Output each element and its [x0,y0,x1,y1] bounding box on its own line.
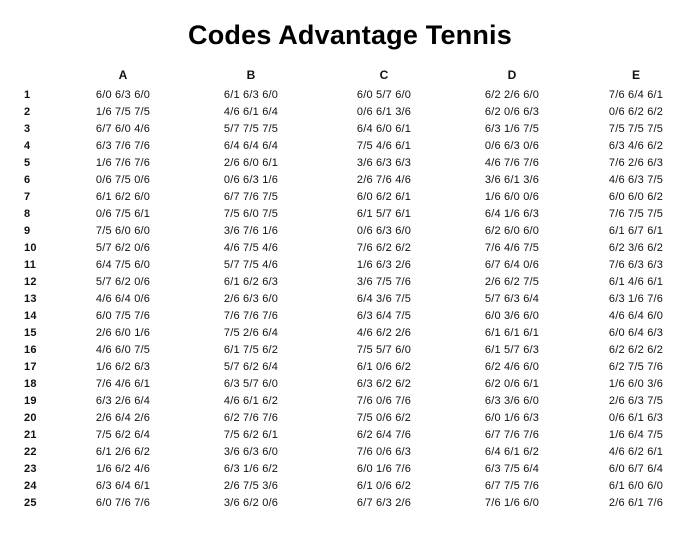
code-cell-c: 3/6 6/3 6/3 [356,156,412,169]
code-cell-e: 6/1 6/0 6/0 [608,479,664,492]
code-cell-c: 6/3 6/2 6/2 [356,377,412,390]
table-row [16,494,696,511]
code-cell-d: 6/3 7/5 6/4 [484,462,540,475]
code-cell-a: 6/3 2/6 6/4 [95,394,151,407]
code-cell-c: 2/6 7/6 4/6 [356,173,412,186]
code-cell-a: 6/3 6/4 6/1 [95,479,151,492]
table-row [16,222,696,239]
code-cell-e: 4/6 6/3 7/5 [608,173,664,186]
code-cell-b: 4/6 6/1 6/2 [223,394,279,407]
code-cell-e: 2/6 6/1 7/6 [608,496,664,509]
code-cell-e: 4/6 6/2 6/1 [608,445,664,458]
table-body [16,86,696,511]
table-row [16,103,696,120]
code-cell-a: 4/6 6/0 7/5 [95,343,151,356]
code-cell-c: 0/6 6/1 3/6 [356,105,412,118]
row-number: 11 [24,258,37,271]
row-number: 1 [24,88,31,101]
code-cell-e: 6/2 6/2 6/2 [608,343,664,356]
row-number: 15 [24,326,37,339]
code-cell-d: 6/3 1/6 7/5 [484,122,540,135]
code-cell-a: 6/0 6/3 6/0 [95,88,151,101]
code-cell-e: 7/6 2/6 6/3 [608,156,664,169]
code-cell-b: 6/3 1/6 6/2 [223,462,279,475]
table-row [16,137,696,154]
row-number: 14 [24,309,37,322]
code-cell-e: 1/6 6/0 3/6 [608,377,664,390]
table-row [16,154,696,171]
column-header-b: B [246,68,256,82]
code-cell-b: 7/5 2/6 6/4 [223,326,279,339]
code-cell-b: 2/6 7/5 3/6 [223,479,279,492]
table-row [16,86,696,103]
table-row [16,426,696,443]
table-row [16,324,696,341]
column-header-d: D [507,68,517,82]
code-cell-e: 7/5 7/5 7/5 [608,122,664,135]
code-cell-d: 6/1 5/7 6/3 [484,343,540,356]
table-row [16,358,696,375]
code-cell-c: 6/1 5/7 6/1 [356,207,412,220]
code-cell-a: 0/6 7/5 0/6 [95,173,151,186]
code-cell-a: 6/1 2/6 6/2 [95,445,151,458]
table-row [16,460,696,477]
table-row [16,392,696,409]
code-cell-b: 0/6 6/3 1/6 [223,173,279,186]
code-cell-c: 6/7 6/3 2/6 [356,496,412,509]
code-cell-e: 6/0 6/4 6/3 [608,326,664,339]
code-cell-e: 0/6 6/2 6/2 [608,105,664,118]
code-cell-a: 1/6 7/5 7/5 [95,105,151,118]
code-cell-b: 2/6 6/3 6/0 [223,292,279,305]
code-cell-e: 7/6 6/4 6/1 [608,88,664,101]
code-cell-d: 6/0 1/6 6/3 [484,411,540,424]
code-cell-b: 6/2 7/6 7/6 [223,411,279,424]
codes-table [16,64,696,511]
code-cell-a: 6/1 6/2 6/0 [95,190,151,203]
code-cell-c: 6/3 6/4 7/5 [356,309,412,322]
row-number: 4 [24,139,31,152]
row-number: 18 [24,377,37,390]
row-number: 22 [24,445,37,458]
code-cell-a: 6/0 7/5 7/6 [95,309,151,322]
row-number: 24 [24,479,37,492]
table-row [16,307,696,324]
code-cell-b: 5/7 7/5 4/6 [223,258,279,271]
code-cell-a: 5/7 6/2 0/6 [95,241,151,254]
row-number: 7 [24,190,31,203]
code-cell-d: 6/2 6/0 6/0 [484,224,540,237]
code-cell-d: 3/6 6/1 3/6 [484,173,540,186]
code-cell-b: 7/5 6/0 7/5 [223,207,279,220]
table-row [16,205,696,222]
code-cell-e: 6/3 4/6 6/2 [608,139,664,152]
table-row [16,375,696,392]
code-cell-e: 6/2 7/5 7/6 [608,360,664,373]
code-cell-d: 6/2 2/6 6/0 [484,88,540,101]
table-row [16,273,696,290]
code-cell-d: 6/2 0/6 6/1 [484,377,540,390]
code-cell-e: 0/6 6/1 6/3 [608,411,664,424]
row-number: 6 [24,173,31,186]
code-cell-d: 6/2 0/6 6/3 [484,105,540,118]
code-cell-a: 7/5 6/0 6/0 [95,224,151,237]
row-number: 23 [24,462,37,475]
table-row [16,120,696,137]
code-cell-a: 7/5 6/2 6/4 [95,428,151,441]
code-cell-d: 6/7 6/4 0/6 [484,258,540,271]
code-cell-c: 7/6 0/6 6/3 [356,445,412,458]
code-cell-a: 4/6 6/4 0/6 [95,292,151,305]
table-row [16,239,696,256]
code-cell-c: 6/1 0/6 6/2 [356,479,412,492]
code-cell-d: 1/6 6/0 0/6 [484,190,540,203]
code-cell-e: 6/0 6/0 6/2 [608,190,664,203]
table-row [16,477,696,494]
code-cell-d: 6/7 7/6 7/6 [484,428,540,441]
code-cell-a: 6/4 7/5 6/0 [95,258,151,271]
table-row [16,256,696,273]
code-cell-d: 6/7 7/5 7/6 [484,479,540,492]
code-cell-a: 6/3 7/6 7/6 [95,139,151,152]
code-cell-c: 6/1 0/6 6/2 [356,360,412,373]
column-header-row [16,64,696,86]
code-cell-a: 2/6 6/4 2/6 [95,411,151,424]
code-cell-a: 1/6 6/2 6/3 [95,360,151,373]
code-cell-b: 3/6 6/2 0/6 [223,496,279,509]
code-cell-a: 1/6 6/2 4/6 [95,462,151,475]
table-row [16,341,696,358]
code-cell-b: 7/6 7/6 7/6 [223,309,279,322]
code-cell-c: 4/6 6/2 2/6 [356,326,412,339]
column-header-a: A [118,68,128,82]
code-cell-d: 6/4 6/1 6/2 [484,445,540,458]
row-number: 8 [24,207,31,220]
code-cell-d: 7/6 1/6 6/0 [484,496,540,509]
code-cell-b: 6/1 6/2 6/3 [223,275,279,288]
code-cell-e: 6/1 4/6 6/1 [608,275,664,288]
row-number: 20 [24,411,37,424]
code-cell-b: 6/4 6/4 6/4 [223,139,279,152]
code-cell-e: 4/6 6/4 6/0 [608,309,664,322]
code-cell-c: 6/0 1/6 7/6 [356,462,412,475]
code-cell-c: 6/0 6/2 6/1 [356,190,412,203]
code-cell-e: 2/6 6/3 7/5 [608,394,664,407]
code-cell-c: 7/5 5/7 6/0 [356,343,412,356]
row-number: 10 [24,241,37,254]
row-number: 5 [24,156,31,169]
column-header-e: E [631,68,640,82]
code-cell-e: 6/3 1/6 7/6 [608,292,664,305]
row-number: 9 [24,224,31,237]
code-cell-d: 6/3 3/6 6/0 [484,394,540,407]
code-cell-d: 5/7 6/3 6/4 [484,292,540,305]
code-cell-b: 5/7 6/2 6/4 [223,360,279,373]
row-number: 3 [24,122,31,135]
row-number: 21 [24,428,37,441]
code-cell-e: 6/0 6/7 6/4 [608,462,664,475]
code-cell-a: 0/6 7/5 6/1 [95,207,151,220]
row-number: 16 [24,343,37,356]
page-title: Codes Advantage Tennis [188,20,512,50]
code-cell-e: 7/6 7/5 7/5 [608,207,664,220]
code-cell-b: 2/6 6/0 6/1 [223,156,279,169]
code-cell-c: 7/6 0/6 7/6 [356,394,412,407]
code-cell-c: 6/0 5/7 6/0 [356,88,412,101]
code-cell-e: 6/1 6/7 6/1 [608,224,664,237]
table-row [16,409,696,426]
code-cell-b: 4/6 7/5 4/6 [223,241,279,254]
code-cell-a: 6/7 6/0 4/6 [95,122,151,135]
code-cell-c: 1/6 6/3 2/6 [356,258,412,271]
code-cell-d: 6/2 4/6 6/0 [484,360,540,373]
table-row [16,443,696,460]
code-cell-b: 6/1 6/3 6/0 [223,88,279,101]
code-cell-b: 6/3 5/7 6/0 [223,377,279,390]
row-number: 13 [24,292,37,305]
code-cell-d: 0/6 6/3 0/6 [484,139,540,152]
code-cell-c: 6/4 6/0 6/1 [356,122,412,135]
column-header-c: C [379,68,389,82]
code-cell-d: 4/6 7/6 7/6 [484,156,540,169]
code-cell-b: 6/7 7/6 7/5 [223,190,279,203]
table-row [16,290,696,307]
code-cell-e: 1/6 6/4 7/5 [608,428,664,441]
code-cell-c: 6/4 3/6 7/5 [356,292,412,305]
row-number: 25 [24,496,37,509]
row-number: 2 [24,105,31,118]
code-cell-c: 6/2 6/4 7/6 [356,428,412,441]
code-cell-c: 7/5 4/6 6/1 [356,139,412,152]
row-number: 17 [24,360,37,373]
code-cell-a: 6/0 7/6 7/6 [95,496,151,509]
code-cell-d: 6/0 3/6 6/0 [484,309,540,322]
column-header-index [16,64,64,86]
code-cell-a: 7/6 4/6 6/1 [95,377,151,390]
code-cell-c: 3/6 7/5 7/6 [356,275,412,288]
code-cell-c: 7/5 0/6 6/2 [356,411,412,424]
code-cell-d: 6/1 6/1 6/1 [484,326,540,339]
code-cell-c: 7/6 6/2 6/2 [356,241,412,254]
code-cell-b: 3/6 6/3 6/0 [223,445,279,458]
code-cell-b: 7/5 6/2 6/1 [223,428,279,441]
code-cell-b: 3/6 7/6 1/6 [223,224,279,237]
table-row [16,171,696,188]
table-row [16,188,696,205]
row-number: 19 [24,394,37,407]
code-cell-d: 7/6 4/6 7/5 [484,241,540,254]
code-cell-e: 7/6 6/3 6/3 [608,258,664,271]
code-cell-b: 5/7 7/5 7/5 [223,122,279,135]
code-cell-c: 0/6 6/3 6/0 [356,224,412,237]
code-cell-d: 6/4 1/6 6/3 [484,207,540,220]
row-number: 12 [24,275,37,288]
code-cell-a: 1/6 7/6 7/6 [95,156,151,169]
code-cell-e: 6/2 3/6 6/2 [608,241,664,254]
code-cell-b: 4/6 6/1 6/4 [223,105,279,118]
code-cell-b: 6/1 7/5 6/2 [223,343,279,356]
code-cell-a: 2/6 6/0 1/6 [95,326,151,339]
code-cell-d: 2/6 6/2 7/5 [484,275,540,288]
code-cell-a: 5/7 6/2 0/6 [95,275,151,288]
